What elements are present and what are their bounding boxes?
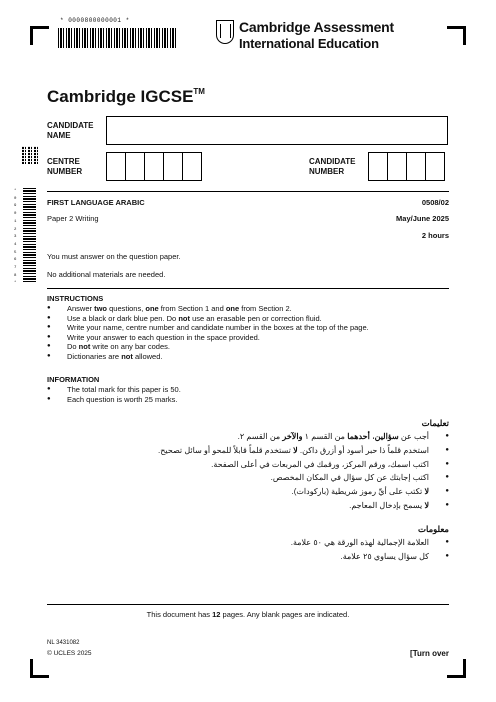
page-title: Cambridge IGCSE™ — [47, 87, 205, 106]
subject-title: FIRST LANGUAGE ARABIC — [47, 198, 145, 207]
paper-code: 0508/02 — [421, 198, 449, 207]
arabic-information-list — [47, 536, 449, 564]
list-item: ● أجب عن سؤالين، أحدهما من القسم ١ والآخر من القسم ٢. — [47, 430, 449, 444]
information-heading: INFORMATION — [47, 375, 100, 384]
list-item: ● اكتب إجابتك عن كل سؤال في المكان المخصص. — [47, 471, 449, 485]
turn-over-label: [Turn over — [410, 649, 449, 658]
side-barcode — [23, 188, 36, 282]
list-item: ● استخدم قلماً ذا حبر أسود أو أزرق داكن. لا تستخدم قلماً قابلاً للمحو أو سائل تصحيح. — [47, 444, 449, 458]
page-count-note: This document has 12 pages. Any blank pages are indicated. — [146, 610, 350, 619]
centre-number-digit-box[interactable] — [144, 152, 164, 181]
list-item: ● Use a black or dark blue pen. Do not use an erasable pen or correction fluid. — [47, 314, 449, 324]
centre-number-digit-box[interactable] — [106, 152, 126, 181]
copyright-notice: © UCLES 2025 — [47, 650, 92, 657]
candidate-number-label: CANDIDATE NUMBER — [309, 157, 356, 176]
instructions-list — [47, 304, 449, 362]
list-item: ● العلامة الإجمالية لهذه الورقة هي ٥٠ علامة. — [47, 536, 449, 550]
no-materials-note: No additional materials are needed. — [47, 270, 166, 279]
list-item: ● لا تكتب على أيِّ رموز شريطية (باركودات). — [47, 485, 449, 499]
qr-code — [22, 146, 40, 164]
exam-session: May/June 2025 — [396, 214, 449, 223]
list-item: ● Write your name, centre number and candidate number in the boxes at the top of the page. — [47, 323, 449, 333]
centre-number-digit-box[interactable] — [163, 152, 183, 181]
candidate-number-digit-box[interactable] — [406, 152, 426, 181]
instructions-heading: INSTRUCTIONS — [47, 294, 104, 303]
list-item: ● اكتب اسمك، ورقم المركز، ورقمك في المربعات في أعلى الصفحة. — [47, 458, 449, 472]
logo-text-line1: Cambridge Assessment — [239, 19, 394, 35]
centre-number-digit-box[interactable] — [125, 152, 145, 181]
candidate-number-boxes[interactable] — [369, 152, 445, 181]
side-barcode-digits: * 0 9 0 1 2 3 4 5 6 7 8 * — [14, 189, 17, 286]
logo-text-line2: International Education — [239, 36, 379, 51]
arabic-instructions-list — [47, 430, 449, 513]
list-item: ● Answer two questions, one from Section 1 and one from Section 2. — [47, 304, 449, 314]
top-barcode — [58, 28, 178, 48]
divider — [47, 604, 449, 605]
crop-mark-top-right — [447, 26, 466, 45]
top-barcode-number: * 0000800000001 * — [60, 17, 130, 24]
list-item: ● The total mark for this paper is 50. — [47, 385, 449, 395]
centre-number-label: CENTRE NUMBER — [47, 157, 83, 176]
list-item: ● Do not write on any bar codes. — [47, 342, 449, 352]
arabic-information-heading: معلومات — [417, 524, 449, 534]
candidate-name-label: CANDIDATE NAME — [47, 121, 94, 140]
candidate-name-field[interactable] — [106, 116, 448, 145]
candidate-number-digit-box[interactable] — [425, 152, 445, 181]
divider — [47, 288, 449, 289]
document-reference: NL 3431082 — [47, 640, 80, 646]
list-item: ● كل سؤال يساوي ٢٥ علامة. — [47, 550, 449, 564]
crop-mark-bottom-right — [447, 659, 466, 678]
divider — [47, 191, 449, 192]
information-list — [47, 385, 449, 404]
crop-mark-bottom-left — [30, 659, 49, 678]
candidate-number-digit-box[interactable] — [368, 152, 388, 181]
candidate-number-digit-box[interactable] — [387, 152, 407, 181]
centre-number-digit-box[interactable] — [182, 152, 202, 181]
list-item: ● Write your answer to each question in the space provided. — [47, 333, 449, 343]
centre-number-boxes[interactable] — [107, 152, 202, 181]
crop-mark-top-left — [30, 26, 49, 45]
list-item: ● لا يسمح بإدخال المعاجم. — [47, 499, 449, 513]
arabic-instructions-heading: تعليمات — [421, 418, 449, 428]
answer-on-paper-note: You must answer on the question paper. — [47, 252, 181, 261]
paper-component: Paper 2 Writing — [47, 214, 99, 223]
list-item: ● Each question is worth 25 marks. — [47, 395, 449, 405]
cambridge-shield-icon — [216, 20, 234, 44]
list-item: ● Dictionaries are not allowed. — [47, 352, 449, 362]
exam-duration: 2 hours — [421, 231, 449, 240]
